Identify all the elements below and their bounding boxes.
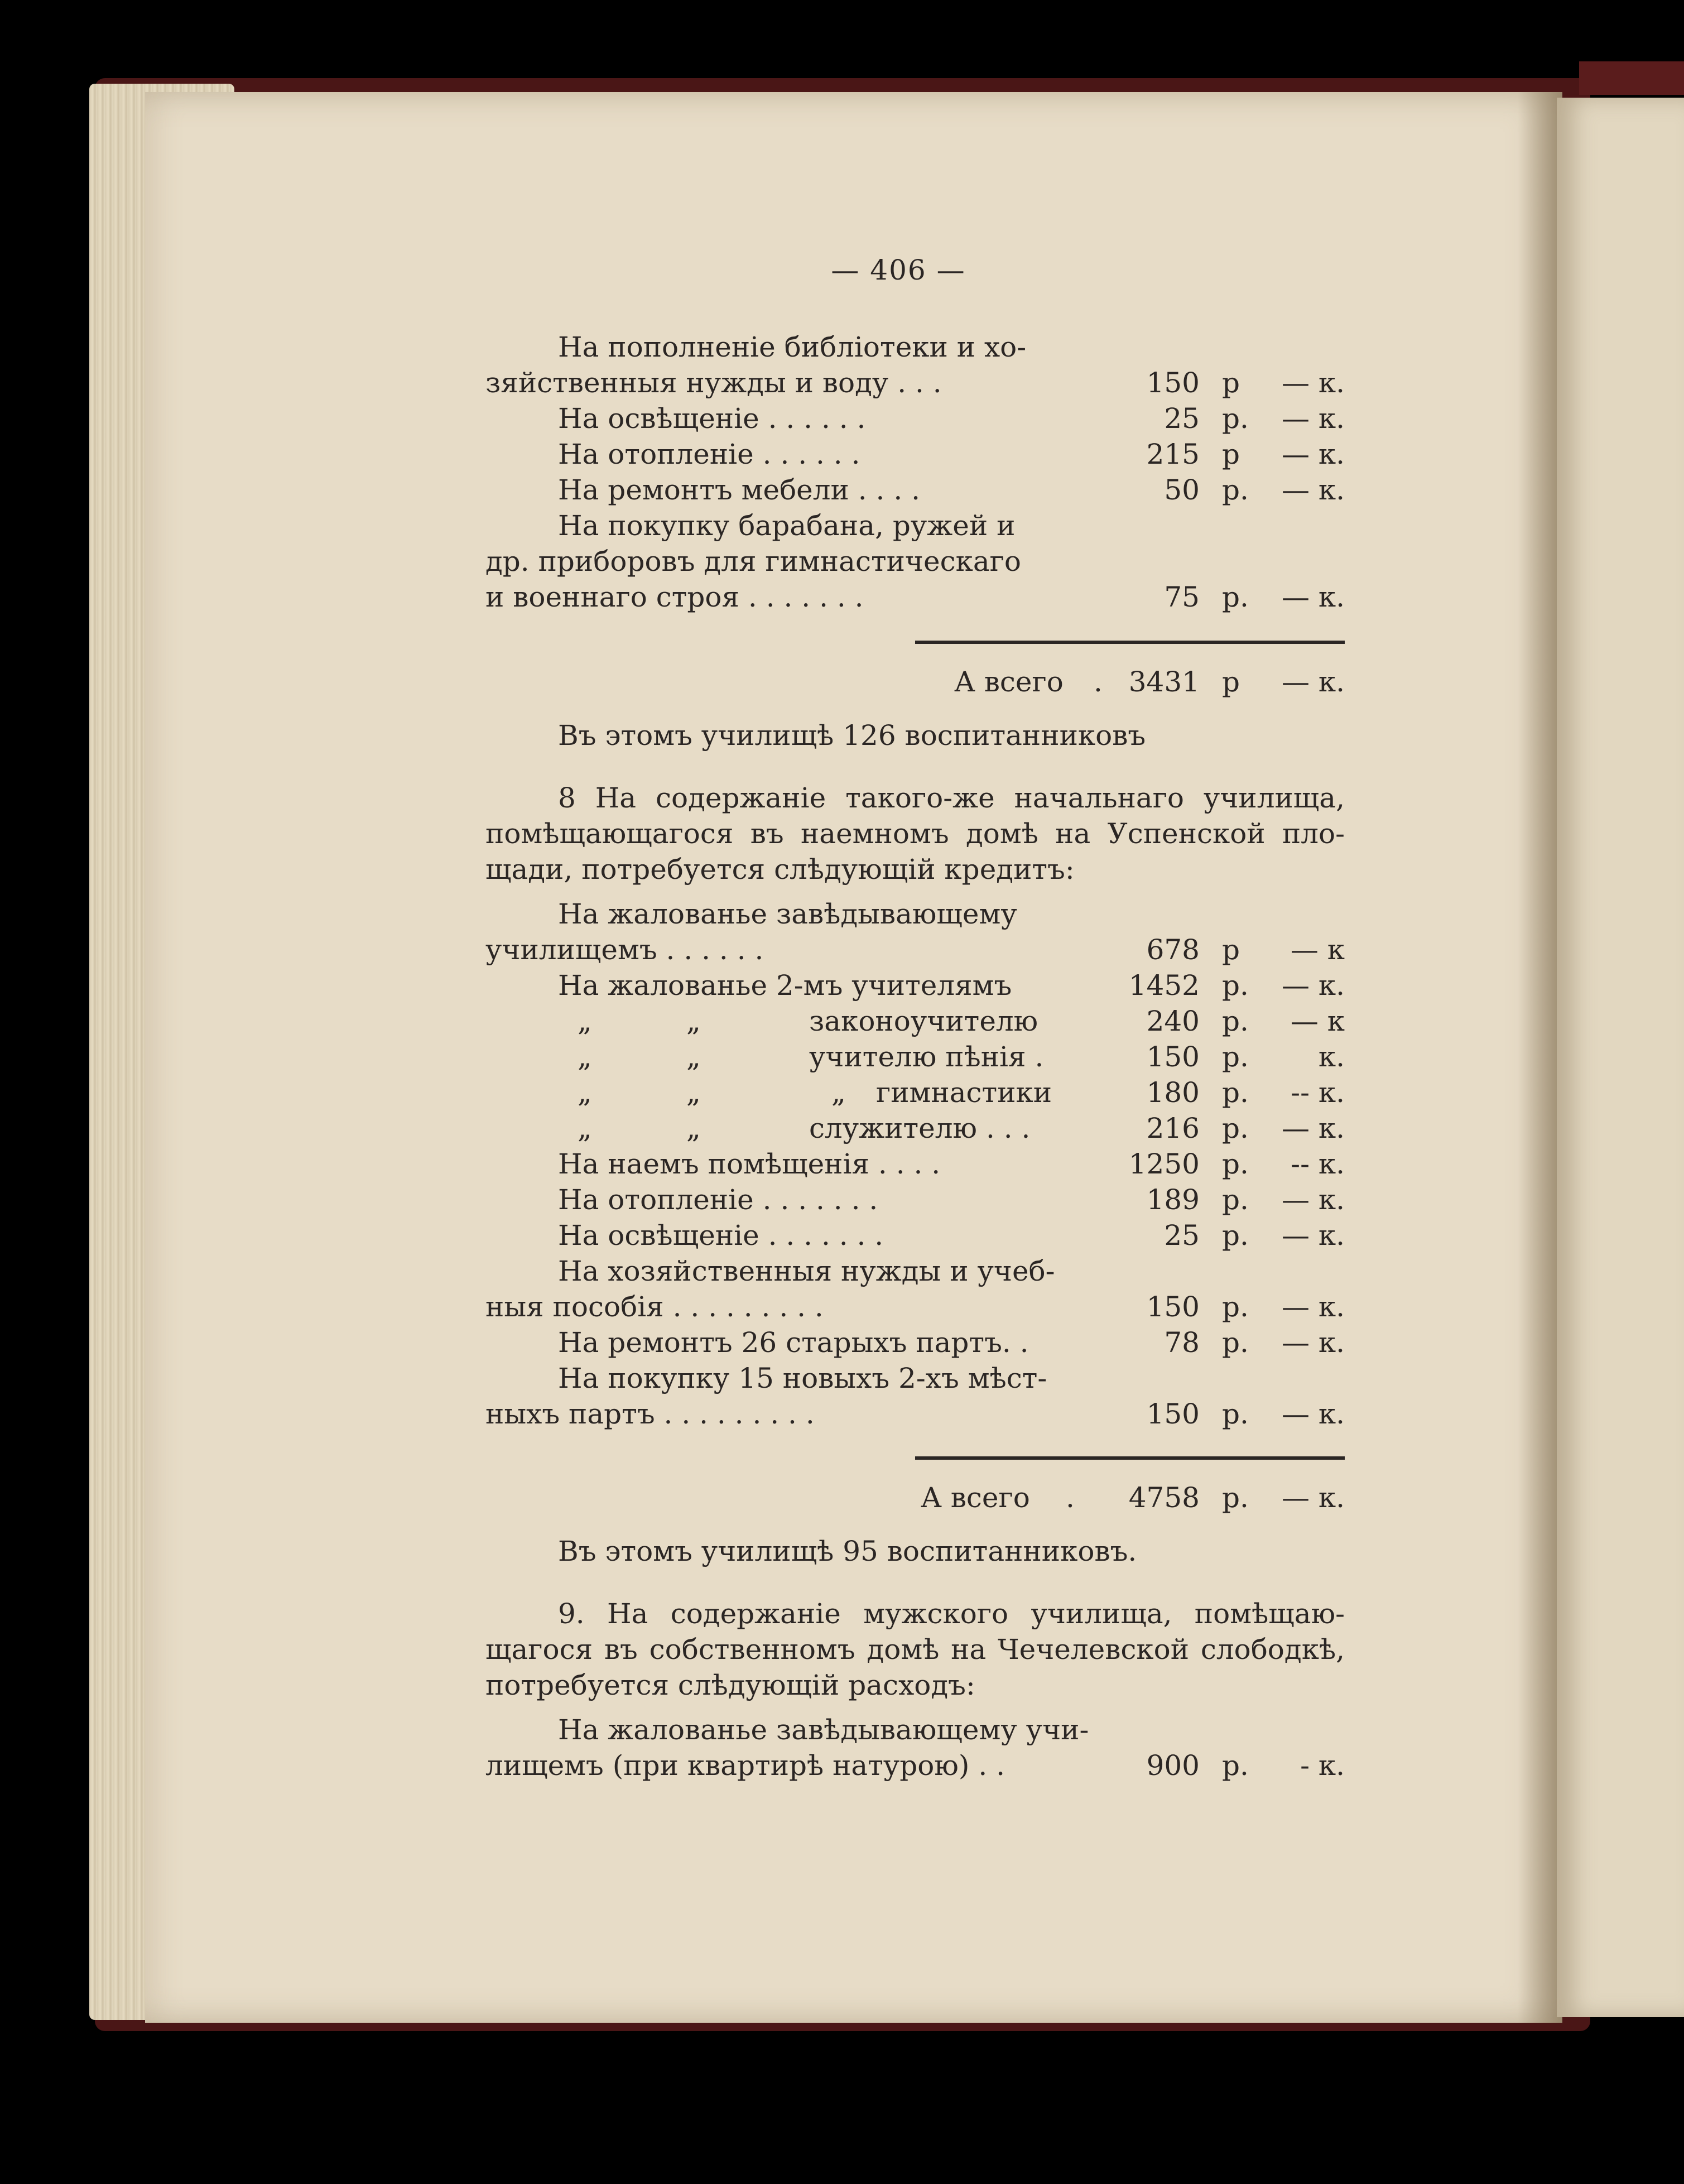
item-label: учителю пѣнія . [809, 1041, 1044, 1073]
item-label: На жалованье завѣдывающему [558, 898, 1017, 930]
item-amount: 180 [1146, 1076, 1200, 1109]
item-label: законоучителю [809, 1005, 1038, 1037]
rubles-unit: р [1222, 367, 1240, 399]
item-label: На жалованье завѣдывающему учи- [558, 1714, 1089, 1746]
item-label: и военнаго строя . . . . . . . [485, 581, 864, 613]
total-amount: 4758 [1128, 1481, 1200, 1514]
kopecks-unit: — к [1290, 1005, 1345, 1037]
kopecks-unit: — к. [1281, 1326, 1345, 1359]
page-number: — 406 — [831, 254, 966, 286]
item-label: На жалованье 2-мъ учителямъ [558, 969, 1012, 1002]
rubles-unit: р. [1222, 1184, 1249, 1216]
item-amount: 150 [1146, 1398, 1200, 1430]
list-item [485, 1039, 1345, 1075]
total-label: А всего [954, 666, 1064, 698]
rubles-unit: р. [1222, 1749, 1249, 1782]
list-item [485, 365, 1345, 401]
item-label: На ремонтъ 26 старыхъ партъ. . [558, 1326, 1029, 1359]
rubles-unit: р. [1222, 402, 1249, 435]
list-item [485, 896, 1345, 932]
section9-list [485, 1712, 1345, 1783]
item-label: На покупку барабана, ружей и [558, 509, 1016, 542]
list-item [485, 472, 1345, 508]
kopecks-unit: -- к. [1291, 1076, 1345, 1109]
item-amount: 215 [1146, 438, 1200, 470]
total-dot: . [1094, 666, 1103, 698]
ditto-mark: „ [578, 1041, 592, 1073]
total-rule [915, 641, 1345, 644]
list-item [485, 401, 1345, 436]
list-item [485, 1075, 1345, 1110]
kopecks-unit: — к. [1281, 1112, 1345, 1144]
section8-pupils: Въ этомъ училищѣ 95 воспитанниковъ. [558, 1535, 1137, 1567]
rubles-unit: р. [1222, 1398, 1249, 1430]
ditto-mark: „ [686, 1005, 701, 1037]
rubles-unit: р. [1222, 969, 1249, 1002]
total-row [485, 1480, 1345, 1516]
rubles-unit: р [1222, 934, 1240, 966]
kopecks-unit: — к. [1281, 474, 1345, 506]
rubles-unit: р. [1222, 1291, 1249, 1323]
rubles-unit: р [1222, 666, 1240, 698]
total-dot: . [1066, 1481, 1075, 1514]
item-label: На покупку 15 новыхъ 2-хъ мѣст- [558, 1362, 1047, 1394]
item-amount: 240 [1146, 1005, 1200, 1037]
item-amount: 150 [1146, 1291, 1200, 1323]
rubles-unit: р. [1222, 1076, 1249, 1109]
list-item [485, 436, 1345, 472]
kopecks-unit: — к. [1281, 402, 1345, 435]
section9-intro [485, 1596, 1345, 1703]
kopecks-unit: — к. [1281, 1219, 1345, 1252]
list-item [485, 968, 1345, 1003]
kopecks-unit: — к. [1281, 1481, 1345, 1514]
item-label: На хозяйственныя нужды и учеб- [558, 1255, 1055, 1287]
item-label: На освѣщеніе . . . . . . [558, 402, 866, 435]
total-amount: 3431 [1128, 666, 1200, 698]
total-label: А всего [921, 1481, 1030, 1514]
section7-pupils: Въ этомъ училищѣ 126 воспитанниковъ [558, 719, 1146, 752]
rubles-unit: р. [1222, 1148, 1249, 1180]
kopecks-unit: — к. [1281, 438, 1345, 470]
item-label: На наемъ помѣщенія . . . . [558, 1148, 941, 1180]
list-item [485, 1712, 1345, 1748]
paragraph-line: щагося въ собственномъ домѣ на Чечелевской слободкѣ, [485, 1633, 1345, 1666]
list-item [485, 1146, 1345, 1182]
list-item [485, 1110, 1345, 1146]
item-amount: 216 [1146, 1112, 1200, 1144]
ditto-mark: „ [831, 1076, 846, 1109]
list-item [485, 932, 1345, 968]
list-item [485, 543, 1345, 579]
item-label: гимнастики [876, 1076, 1052, 1109]
item-label: др. приборовъ для гимнастическаго [485, 545, 1021, 578]
paragraph-line: помѣщающагося въ наемномъ домѣ на Успенской пло- [485, 817, 1345, 850]
kopecks-unit: — к. [1281, 1398, 1345, 1430]
item-label: служителю . . . [809, 1112, 1031, 1144]
ditto-mark: „ [578, 1112, 592, 1144]
kopecks-unit: - к. [1300, 1749, 1345, 1782]
section8-total [485, 1480, 1345, 1516]
kopecks-unit: — к [1290, 934, 1345, 966]
item-amount: 678 [1146, 934, 1200, 966]
kopecks-unit: — к. [1281, 367, 1345, 399]
item-amount: 1452 [1128, 969, 1200, 1002]
rubles-unit: р [1222, 438, 1240, 470]
ditto-mark: „ [578, 1005, 592, 1037]
paragraph-line: потребуется слѣдующій расходъ: [485, 1669, 975, 1701]
ditto-mark: „ [686, 1076, 701, 1109]
list-item [485, 1748, 1345, 1783]
list-item [485, 508, 1345, 543]
item-label: ныхъ партъ . . . . . . . . . [485, 1398, 815, 1430]
list-item [485, 1289, 1345, 1325]
item-label: На отопленіе . . . . . . . [558, 1184, 878, 1216]
item-label: зяйственныя нужды и воду . . . [485, 367, 942, 399]
paragraph-line: 8 На содержаніе такого-же начальнаго училища, [558, 782, 1345, 814]
section7-list [485, 329, 1345, 615]
total-row [485, 664, 1345, 700]
item-amount: 25 [1164, 402, 1200, 435]
kopecks-unit: — к. [1281, 1184, 1345, 1216]
section8-intro [485, 780, 1345, 887]
kopecks-unit: — к. [1281, 969, 1345, 1002]
item-label: На ремонтъ мебели . . . . [558, 474, 920, 506]
rubles-unit: р. [1222, 1112, 1249, 1144]
item-amount: 150 [1146, 367, 1200, 399]
item-label: На отопленіе . . . . . . [558, 438, 860, 470]
rubles-unit: р. [1222, 1219, 1249, 1252]
item-amount: 78 [1164, 1326, 1200, 1359]
list-item [485, 1182, 1345, 1218]
kopecks-unit: -- к. [1291, 1148, 1345, 1180]
ditto-mark: „ [578, 1076, 592, 1109]
list-item [485, 1396, 1345, 1432]
item-label: лищемъ (при квартирѣ натурою) . . [485, 1749, 1005, 1782]
ditto-mark: „ [686, 1041, 701, 1073]
paragraph-line: 9. На содержаніе мужского училища, помѣщаю- [558, 1598, 1345, 1630]
item-amount: 75 [1164, 581, 1200, 613]
kopecks-unit: — к. [1281, 1291, 1345, 1323]
item-label: На пополненіе библіотеки и хо- [558, 331, 1027, 363]
item-amount: 150 [1146, 1041, 1200, 1073]
list-item [485, 1360, 1345, 1396]
item-label: училищемъ . . . . . . [485, 934, 764, 966]
item-amount: 1250 [1128, 1148, 1200, 1180]
rubles-unit: р. [1222, 581, 1249, 613]
rubles-unit: р. [1222, 1005, 1249, 1037]
item-label: ныя пособія . . . . . . . . . [485, 1291, 824, 1323]
total-rule [915, 1456, 1345, 1460]
rubles-unit: р. [1222, 474, 1249, 506]
section7-total [485, 664, 1345, 700]
rubles-unit: р. [1222, 1481, 1249, 1514]
kopecks-unit: — к. [1281, 666, 1345, 698]
ditto-mark: „ [686, 1112, 701, 1144]
rubles-unit: р. [1222, 1326, 1249, 1359]
rubles-unit: р. [1222, 1041, 1249, 1073]
item-amount: 900 [1146, 1749, 1200, 1782]
list-item [485, 1325, 1345, 1360]
item-label: На освѣщеніе . . . . . . . [558, 1219, 884, 1252]
list-item [485, 1218, 1345, 1253]
list-item [485, 329, 1345, 365]
section8-list [485, 896, 1345, 1432]
item-amount: 50 [1164, 474, 1200, 506]
kopecks-unit: к. [1318, 1041, 1345, 1073]
kopecks-unit: — к. [1281, 581, 1345, 613]
list-item [485, 1003, 1345, 1039]
item-amount: 189 [1146, 1184, 1200, 1216]
list-item [485, 579, 1345, 615]
item-amount: 25 [1164, 1219, 1200, 1252]
paragraph-line: щади, потребуется слѣдующій кредитъ: [485, 853, 1075, 886]
list-item [485, 1253, 1345, 1289]
